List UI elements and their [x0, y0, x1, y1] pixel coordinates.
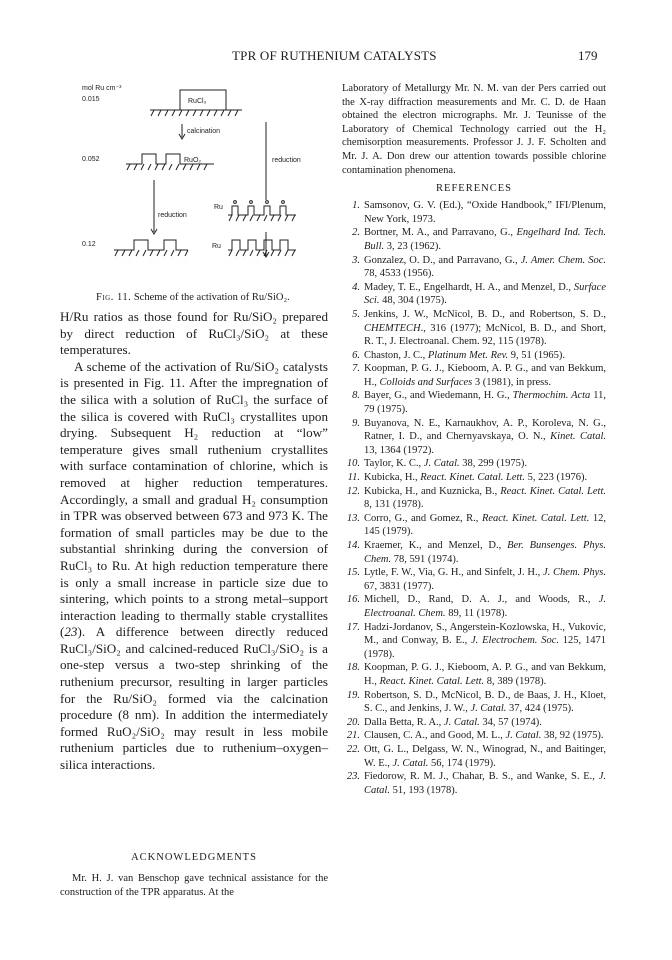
reference-authors: Lytle, F. W., Via, G. H., and Sinfelt, J. H., [364, 567, 543, 579]
reference-journal: J. Catal. [443, 716, 480, 728]
reference-number: 21. [346, 730, 360, 742]
reference-volume: 48, 304 (1975). [379, 295, 447, 307]
reference-number: 8. [352, 390, 360, 402]
reference-journal: Ber. Bunsenges. Phys. Chem. [364, 540, 606, 565]
reference-item [342, 254, 606, 281]
body-paragraph-2 [60, 359, 328, 774]
reference-journal: J. Catal. [470, 703, 507, 715]
reference-journal: J. Catal. [505, 730, 542, 742]
reference-journal: Engelhard Ind. Tech. Bull. [364, 227, 606, 252]
reference-journal: J. Amer. Chem. Soc. [520, 254, 606, 266]
ruo2-label: RuO₂ [184, 157, 202, 164]
reference-number: 20. [346, 716, 360, 728]
page-header [0, 48, 672, 68]
reference-item [342, 729, 606, 743]
reference-number: 15. [346, 567, 360, 579]
reference-authors: Dalla Betta, R. A., [364, 716, 444, 728]
reference-volume: 8, 131 (1978). [364, 499, 424, 511]
reference-number: 13. [346, 512, 360, 524]
value-label-1: 0.015 [82, 96, 100, 103]
reference-journal: React. Kinet. Catal. Lett. [500, 485, 606, 497]
reference-item [342, 716, 606, 730]
reference-item [342, 621, 606, 662]
reference-authors: Taylor, K. C., [364, 458, 424, 470]
reference-authors: Gonzalez, O. D., and Parravano, G., [364, 254, 521, 266]
activation-scheme-diagram [82, 82, 322, 272]
ru-label-bottom: Ru [212, 243, 221, 250]
reference-item [342, 512, 606, 539]
left-column-body [60, 309, 328, 774]
reference-authors: Bayer, G., and Wiedemann, H. G., [364, 390, 513, 402]
reference-journal: Platinum Met. Rev. [427, 349, 509, 361]
reduction-label-left: reduction [158, 212, 187, 219]
calcination-label: calcination [187, 128, 221, 135]
reference-authors: Buyanova, N. E., Karnaukhov, A. P., Koroleva, N. G., Ratner, I. D., and Chernyavskaya, O. N., [364, 417, 606, 443]
reference-authors: Jenkins, J. W., McNicol, B. D., and Robertson, S. D., [364, 308, 606, 320]
reference-item [342, 593, 606, 620]
body-paragraph-1: H/Ru ratios as those found for Ru/SiO₂ prepared by direct reduction of RuCl₃/SiO₂ at these temperatures. [60, 309, 328, 358]
acknowledgments-text-continued: Laboratory of Metallurgy Mr. N. M. van der Pers carried out the X-ray diffraction measurements and Mr. C. D. de Haan obtained the electron micrographs. Mr. J. Teunisse of the Laboratory of Chemical Technology carried out the H₂ chemisorption measurements. Professor J. J. F. Scholten and Mr. J. A. Don drew our attention towards possible chlorine contamination phenomena. [342, 83, 606, 176]
reduction-label-right: reduction [272, 157, 301, 164]
calcination-arrow [179, 124, 185, 139]
reference-journal: J. Electrochem. Soc. [471, 635, 559, 647]
reference-item [342, 566, 606, 593]
acknowledgments-section [60, 852, 328, 899]
reference-authors: Fiedorow, R. M. J., Chahar, B. S., and Wanke, S. E., [364, 771, 599, 783]
figure-caption-text: Scheme of the activation of Ru/SiO₂. [133, 292, 290, 303]
reference-item [342, 226, 606, 253]
reference-item [342, 661, 606, 688]
reference-item [342, 389, 606, 416]
reference-journal: J. Chem. Phys. [542, 567, 606, 579]
running-title: TPR OF RUTHENIUM CATALYSTS [232, 48, 437, 63]
value-label-2: 0.052 [82, 156, 100, 163]
acknowledgments-text-start: Mr. H. J. van Benschop gave technical assistance for the construction of the TPR apparatus. At the [60, 873, 328, 898]
reference-authors: Bortner, M. A., and Parravano, G., [364, 227, 517, 239]
y-unit-label: mol Ru cm⁻³ [82, 85, 122, 92]
reference-authors: Clausen, C. A., and Good, M. L., [364, 730, 506, 742]
right-column [342, 82, 606, 797]
reference-volume: 78, 4533 (1956). [364, 268, 434, 280]
reference-journal: CHEMTECH [364, 322, 421, 334]
reference-item [342, 485, 606, 512]
reference-number: 2. [352, 227, 360, 239]
reference-volume: 78, 591 (1974). [391, 553, 459, 565]
reference-authors: Ott, G. L., Delgass, W. N., Winograd, N., and Baitinger, W. E., [364, 743, 606, 769]
value-label-3: 0.12 [82, 241, 96, 248]
reference-number: 22. [346, 743, 360, 755]
reference-item [342, 770, 606, 797]
figure-11 [82, 82, 322, 272]
reference-authors: Kraemer, K., and Menzel, D., [364, 540, 508, 551]
reference-volume: 89, 11 (1978). [445, 607, 508, 619]
reference-item [342, 471, 606, 485]
reference-number: 4. [352, 281, 360, 293]
citation-ref-23: 23 [64, 624, 78, 640]
reference-item [342, 199, 606, 226]
reference-authors: Chaston, J. C., [364, 349, 428, 361]
reference-volume: 56, 174 (1979). [428, 757, 496, 769]
ru-particles-left [114, 240, 188, 256]
ru-crystallites-bottom [228, 240, 296, 256]
reference-number: 11. [347, 472, 360, 484]
rucl3-label: RuCl₃ [188, 98, 207, 105]
reference-journal: React. Kinet. Catal. Lett. [379, 675, 485, 687]
reference-volume: 3 (1981), in press. [472, 376, 551, 388]
figure-caption [96, 292, 290, 303]
reference-number: 19. [346, 689, 360, 701]
reference-journal: React. Kinet. Catal. Lett. [481, 512, 590, 524]
reference-item [342, 281, 606, 308]
reference-item [342, 362, 606, 389]
figure-caption-label: Fig. 11. [96, 292, 132, 303]
body-paragraph-2-end: ). A difference between directly reduced RuCl₃/SiO₂ and calcined-reduced RuCl₃/SiO₂ is a one-step versus a two-step shrinking of the ruthenium precursor, resulting in larger particles for the Ru/SiO₂ formed via the calcination procedure (8 nm). In addition the intermediately formed RuO₂/SiO₂ may result in less mobile ruthenium particles due to ruthenium–oxygen–silica interactions. [60, 624, 328, 773]
reference-volume: 38, 92 (1975). [541, 730, 604, 742]
reference-journal: React. Kinet. Catal. Lett. [420, 472, 525, 484]
reference-number: 7. [352, 363, 360, 375]
body-paragraph-2-start: A scheme of the activation of Ru/SiO₂ catalysts is presented in Fig. 11. After the impregnation of the silica with a solution of RuCl₃ the surface of the silica is covered with RuCl₃ crystallites upon drying. Subsequent H₂ reduction at “low” temperature gives small ruthenium crystallites with surface contamination of chlorine, which is removed at higher reduction temperatures. Accordingly, a small and gradual H₂ consumption in TPR was observed between 673 and 973 K. The formation of small particles may be due to the substantial shrinking during the conversion of RuCl₃ to Ru. At high reduction temperature there is only a small increase in particle size due to sintering, which points to a strong metal–support interaction leading to thermally stable crystallites ( [60, 358, 328, 640]
reference-volume: 11, 79 (1975). [364, 390, 606, 416]
reference-authors: Corro, G., and Gomez, R., [364, 512, 482, 524]
page-number: 179 [578, 48, 598, 63]
reference-volume: 5, 223 (1976). [524, 472, 588, 484]
reference-volume: 13, 1364 (1972). [364, 444, 434, 456]
reference-number: 10. [346, 458, 360, 470]
reference-volume: 38, 299 (1975). [459, 458, 528, 470]
reference-number: 9. [352, 417, 360, 429]
reference-item [342, 689, 606, 716]
reference-item [342, 417, 606, 458]
reference-journal: J. Catal. [392, 757, 429, 769]
reference-number: 16. [346, 594, 360, 606]
reference-journal: J. Catal. [423, 458, 460, 470]
reference-authors: Samsonov, G. V. (Ed.), “Oxide Handbook,” IFI/Plenum, New York, 1973. [364, 200, 606, 225]
reference-number: 3. [352, 254, 360, 266]
reference-journal: J. Catal. [364, 771, 606, 796]
reference-journal: Thermochim. Acta [512, 390, 591, 402]
reference-item [342, 457, 606, 471]
reference-volume: 67, 3831 (1977). [364, 580, 434, 592]
reference-item [342, 539, 606, 566]
reference-authors: Koopman, P. G. J., Kieboom, A. P. G., and van Bekkum, H., [364, 363, 606, 388]
references-heading: REFERENCES [436, 183, 512, 195]
reference-authors: Hadzi-Jordanov, S., Angerstein-Kozlowska, H., Vukovic, M., and Conway, B. E., [364, 621, 606, 647]
references-list [342, 199, 606, 797]
reference-journal: Kinet. Catal. [550, 431, 607, 443]
reference-volume: 125, 1471 (1978). [364, 635, 606, 660]
reference-volume: 8, 389 (1978). [484, 675, 547, 687]
reference-journal: Surface Sci. [364, 281, 606, 307]
acknowledgments-heading: ACKNOWLEDGMENTS [131, 852, 257, 863]
reduction-arrow-right [263, 122, 269, 257]
reference-number: 14. [346, 540, 360, 551]
reference-number: 5. [352, 308, 360, 320]
reference-authors: Koopman, P. G. J., Kieboom, A. P. G., and van Bekkum, H., [364, 662, 606, 687]
reference-number: 17. [346, 621, 360, 633]
reference-authors: Kubicka, H., and Kuznicka, B., [364, 485, 501, 497]
ru-crystallites-top [228, 201, 296, 221]
reference-volume: 9, 51 (1965). [508, 349, 566, 361]
reference-number: 18. [346, 662, 360, 674]
reference-volume: 34, 57 (1974). [479, 716, 542, 728]
reference-number: 6. [352, 349, 360, 361]
reference-item [342, 308, 606, 349]
reference-authors: Michell, D., Rand, D. A. J., and Woods, R., [364, 594, 599, 606]
reference-item [342, 349, 606, 363]
reference-journal: J. Electroanal. Chem. [364, 594, 606, 619]
reference-authors: Robertson, S. D., McNicol, B. D., de Baas, J. H., Kloet, S. C., and Jenkins, J. W., [364, 689, 606, 715]
reference-item [342, 743, 606, 770]
reference-authors: Madey, T. E., Engelhardt, H. A., and Menzel, D., [364, 281, 574, 293]
reference-volume: 12, 145 (1979). [364, 512, 606, 538]
reference-number: 23. [346, 771, 360, 783]
reference-volume: 37, 424 (1975). [506, 703, 574, 715]
reference-volume: 51, 193 (1978). [389, 784, 458, 796]
ru-label-top: Ru [214, 204, 223, 211]
reference-journal: Colloids and Surfaces [379, 376, 473, 388]
reference-authors: Kubicka, H., [364, 472, 421, 484]
reduction-arrow-left [151, 180, 157, 234]
reference-volume: ., 316 (1977); McNicol, B. D., and Short, R. T., J. Electroanal. Chem. 92, 115 (1978). [364, 322, 606, 348]
reference-number: 1. [352, 200, 360, 212]
reference-volume: 3, 23 (1962). [384, 240, 441, 252]
reference-number: 12. [346, 485, 360, 497]
